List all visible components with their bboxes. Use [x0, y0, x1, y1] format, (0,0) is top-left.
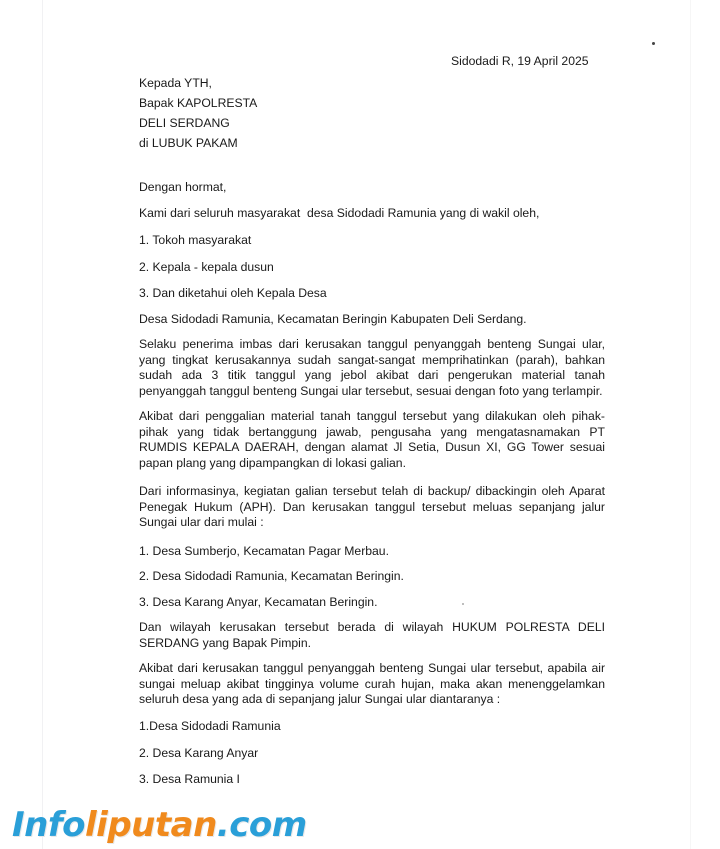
- paragraph-flood-risk: Akibat dari kerusakan tanggul penyanggah benteng Sungai ular tersebut, apabila air sungai meluap akibat tingginya volume curah hujan, maka akan menenggelamkan seluruh desa yang ada di sepanjang jalur Sungai ular diantaranya :: [139, 661, 605, 707]
- recipient-line: DELI SERDANG: [139, 116, 230, 130]
- watermark-part: liputan: [85, 805, 217, 845]
- village-at-risk-item: 2. Desa Karang Anyar: [139, 746, 259, 760]
- recipient-line: Bapak KAPOLRESTA: [139, 96, 258, 110]
- paragraph-excavation: Akibat dari penggalian material tanah tanggul tersebut yang dilakukan oleh pihak-pihak yang tidak bertanggung jawab, pengusaha yang mengatasnamakan PT RUMDIS KEPALA DAERAH, dengan alamat Jl Setia, Dusun XI, GG Tower sesuai papan plang yang dipampangkan di lokasi galian.: [139, 409, 605, 470]
- affected-area-item: 3. Desa Karang Anyar, Kecamatan Beringin.: [139, 595, 378, 609]
- recipient-line: Kepada YTH,: [139, 76, 212, 90]
- recipient-block: [139, 73, 257, 153]
- paragraph-damage: Selaku penerima imbas dari kerusakan tanggul penyanggah benteng Sungai ular, yang tingkat kerusakannya sudah sangat-sangat memprihatinkan (parah), bahkan sudah ada 3 titik tanggul yang jebol akibat dari pengerukan material tanah penyanggah tanggul benteng Sungai ular tersebut, sesuai dengan foto yang terlampir.: [139, 337, 605, 398]
- affected-area-item: 1. Desa Sumberjo, Kecamatan Pagar Merbau.: [139, 544, 389, 558]
- watermark-part: .com: [216, 805, 307, 845]
- representative-item: 2. Kepala - kepala dusun: [139, 260, 274, 274]
- village-at-risk-item: 3. Desa Ramunia I: [139, 772, 240, 786]
- letter-date: Sidodadi R, 19 April 2025: [451, 54, 589, 68]
- paragraph-jurisdiction: Dan wilayah kerusakan tersebut berada di wilayah HUKUM POLRESTA DELI SERDANG yang Bapak Pimpin.: [139, 620, 605, 650]
- village-line: Desa Sidodadi Ramunia, Kecamatan Beringin Kabupaten Deli Serdang.: [139, 312, 527, 326]
- site-watermark-logo: [12, 805, 307, 845]
- salutation: Dengan hormat,: [139, 180, 227, 194]
- representative-item: 1. Tokoh masyarakat: [139, 233, 252, 247]
- recipient-line: di LUBUK PAKAM: [139, 136, 238, 150]
- watermark-part: Info: [12, 805, 86, 845]
- village-at-risk-item: 1.Desa Sidodadi Ramunia: [139, 719, 281, 733]
- representative-item: 3. Dan diketahui oleh Kepala Desa: [139, 286, 327, 300]
- intro-line: Kami dari seluruh masyarakat desa Sidodadi Ramunia yang di wakil oleh,: [139, 206, 540, 220]
- affected-area-item: 2. Desa Sidodadi Ramunia, Kecamatan Beringin.: [139, 569, 404, 583]
- paragraph-backing: Dari informasinya, kegiatan galian tersebut telah di backup/ dibackingin oleh Aparat Penegak Hukum (APH). Dan kerusakan tanggul tersebut meluas sepanjang jalur Sungai ular dari mulai :: [139, 484, 605, 530]
